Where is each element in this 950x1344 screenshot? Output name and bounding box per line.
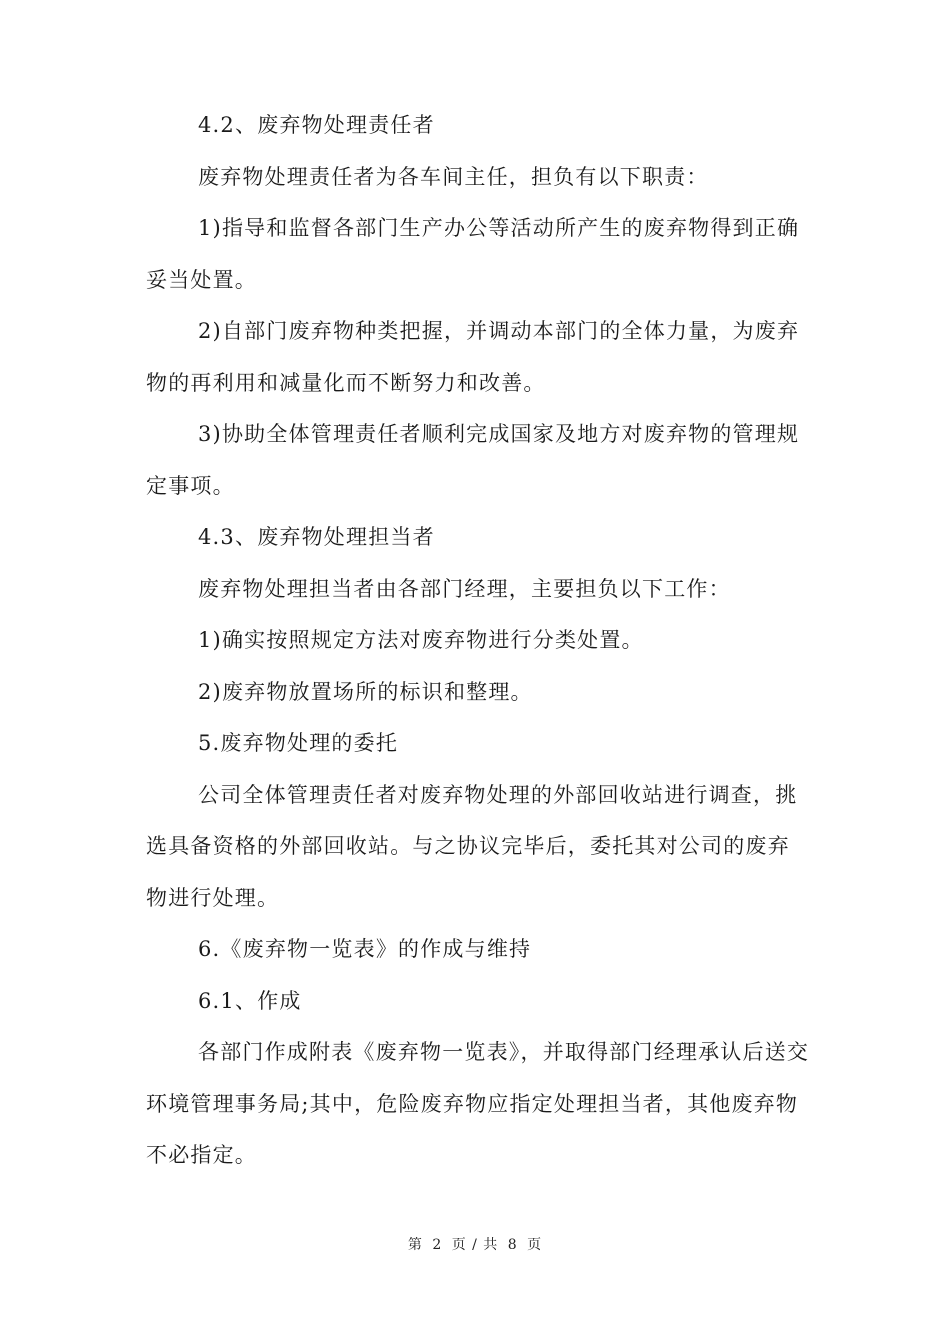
- paragraph: 各部门作成附表《废弃物一览表》，并取得部门经理承认后送交环境管理事务局;其中，危险废弃物应指定处理担当者，其他废弃物不必指定。: [146, 1040, 810, 1167]
- paragraph: 废弃物处理责任者为各车间主任，担负有以下职责：: [198, 164, 709, 189]
- section-heading-4-3: 4.3、废弃物处理担当者: [198, 525, 435, 549]
- current-page-number: 2: [432, 1237, 443, 1253]
- page-footer: [0, 1234, 950, 1254]
- section-heading-6-1: 6.1、作成: [198, 988, 302, 1013]
- footer-mid: 页 / 共: [451, 1237, 499, 1253]
- list-item: 2)废弃物放置场所的标识和整理。: [198, 679, 533, 704]
- paragraph: 废弃物处理担当者由各部门经理，主要担负以下工作：: [198, 576, 731, 601]
- footer-suffix: 页: [527, 1237, 543, 1253]
- list-item: 3)协助全体管理责任者顺利完成国家及地方对废弃物的管理规定事项。: [146, 422, 800, 498]
- list-item: 1)确实按照规定方法对废弃物进行分类处置。: [198, 628, 644, 652]
- list-item: 2)自部门废弃物种类把握，并调动本部门的全体力量，为废弃物的再利用和减量化而不断努力和改善。: [146, 319, 800, 395]
- section-heading-4-2: 4.2、废弃物处理责任者: [198, 113, 435, 137]
- footer-prefix: 第: [407, 1237, 423, 1253]
- list-item: 1)指导和监督各部门生产办公等活动所产生的废弃物得到正确妥当处置。: [146, 216, 800, 292]
- section-heading-6: 6.《废弃物一览表》的作成与维持: [198, 937, 532, 961]
- paragraph: 公司全体管理责任者对废弃物处理的外部回收站进行调查，挑选具备资格的外部回收站。与之协议完毕后，委托其对公司的废弃物进行处理。: [146, 782, 798, 910]
- document-body: [146, 100, 811, 1182]
- section-heading-5: 5.废弃物处理的委托: [198, 731, 399, 755]
- total-page-count: 8: [507, 1237, 518, 1253]
